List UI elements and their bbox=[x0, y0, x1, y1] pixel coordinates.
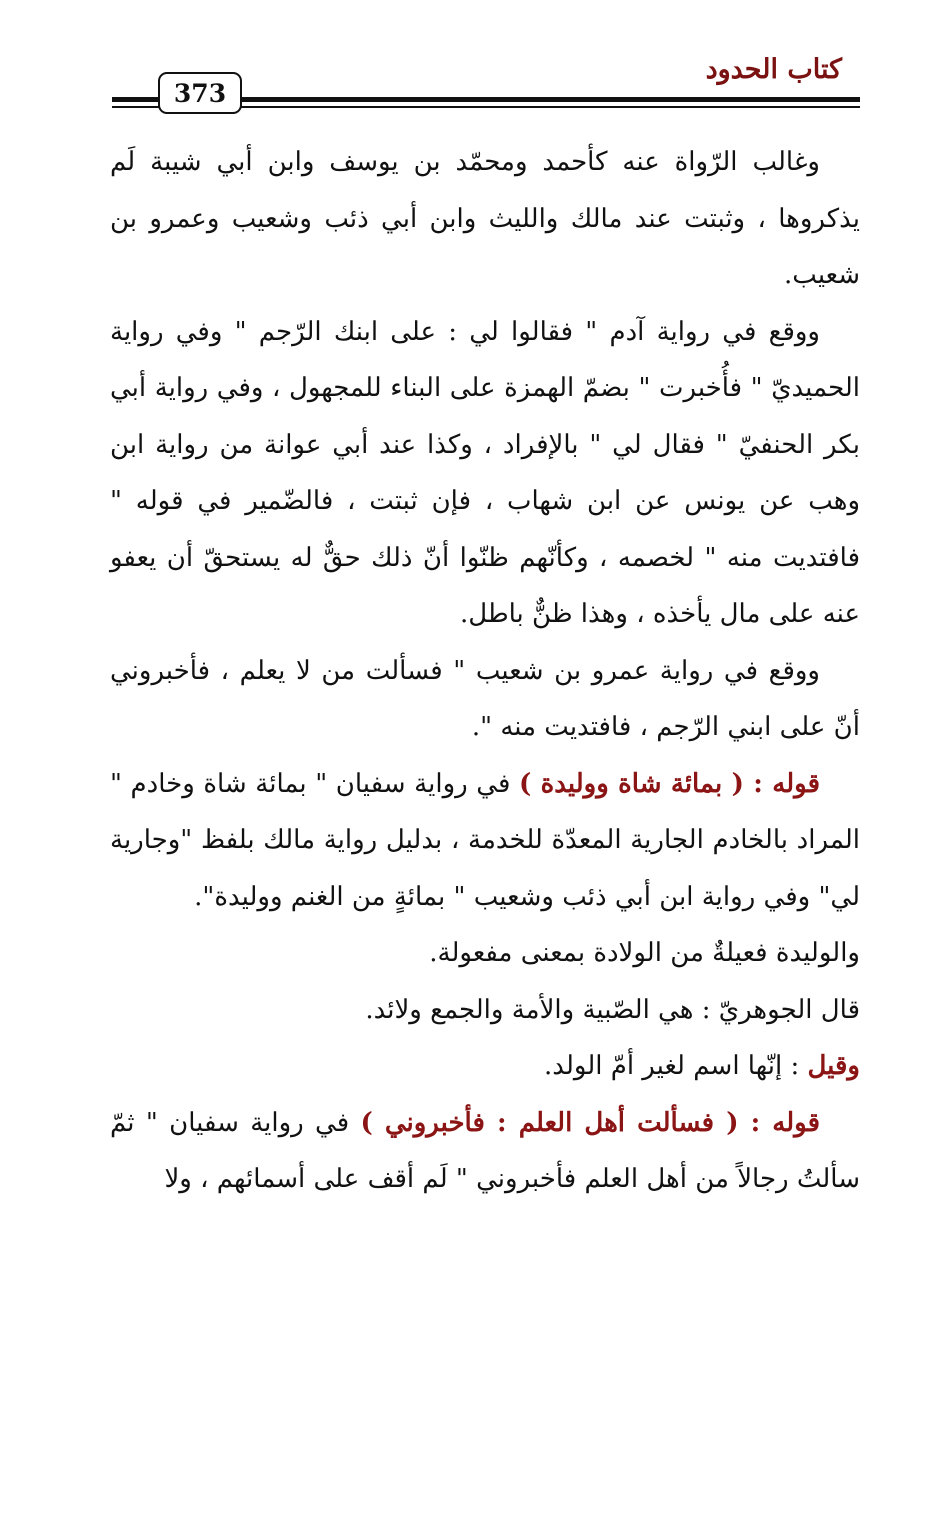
paragraph bbox=[110, 1038, 860, 1095]
paragraph: قال الجوهريّ : هي الصّبية والأمة والجمع ولائد. bbox=[365, 994, 860, 1025]
paragraph: والوليدة فعيلةٌ من الولادة بمعنى مفعولة. bbox=[429, 938, 860, 968]
paragraph: ووقع في رواية عمرو بن شعيب " فسألت من لا يعلم ، فأخبروني أنّ على ابني الرّجم ، فافتديت منه ". bbox=[110, 655, 860, 742]
commentary-heading: قوله : ( فسألت أهل العلم : فأخبروني ) bbox=[360, 1107, 820, 1138]
page-body bbox=[110, 134, 860, 1208]
paragraph bbox=[110, 1095, 860, 1208]
page-header bbox=[0, 0, 945, 130]
paragraph bbox=[110, 756, 860, 926]
chapter-title: كتاب الحدود bbox=[705, 54, 842, 85]
page-number: 373 bbox=[158, 72, 242, 114]
paragraph: ووقع في رواية آدم " فقالوا لي : على ابنك الرّجم " وفي رواية الحميديّ " فأُخبرت " بضمّ الهمزة على البناء للمجهول ، وفي رواية أبي بكر الحنفيّ " فقال لي " بالإفراد ، وكذا عند أبي عوانة من رواية ابن وهب عن يونس عن ابن شهاب ، فإن ثبتت ، فالضّمير في قوله " فافتديت منه " لخصمه ، وكأنّهم ظنّوا أنّ ذلك حقٌّ له يستحقّ أن يعفو عنه على مال يأخذه ، وهذا ظنٌّ باطل. bbox=[110, 316, 861, 629]
commentary-heading: وقيل bbox=[807, 1051, 860, 1081]
paragraph-text: : إنّها اسم لغير أمّ الولد. bbox=[544, 1051, 808, 1081]
paragraph: وغالب الرّواة عنه كأحمد ومحمّد بن يوسف وابن أبي شيبة لَم يذكروها ، وثبتت عند مالك والليث وابن أبي ذئب وشعيب وعمرو بن شعيب. bbox=[110, 147, 860, 290]
commentary-heading: قوله : ( بمائة شاة ووليدة ) bbox=[518, 768, 820, 799]
paragraph-text: في رواية سفيان " بمائة شاة وخادم " المراد بالخادم الجارية المعدّة للخدمة ، بدليل رواية مالك بلفظ "وجارية لي" وفي رواية ابن أبي ذئب وشعيب " بمائةٍ من الغنم ووليدة". bbox=[110, 768, 860, 912]
paragraph-text: في رواية سفيان " ثمّ سألتُ رجالاً من أهل العلم فأخبروني " لَم أقف على أسمائهم ، ولا bbox=[110, 1107, 860, 1194]
